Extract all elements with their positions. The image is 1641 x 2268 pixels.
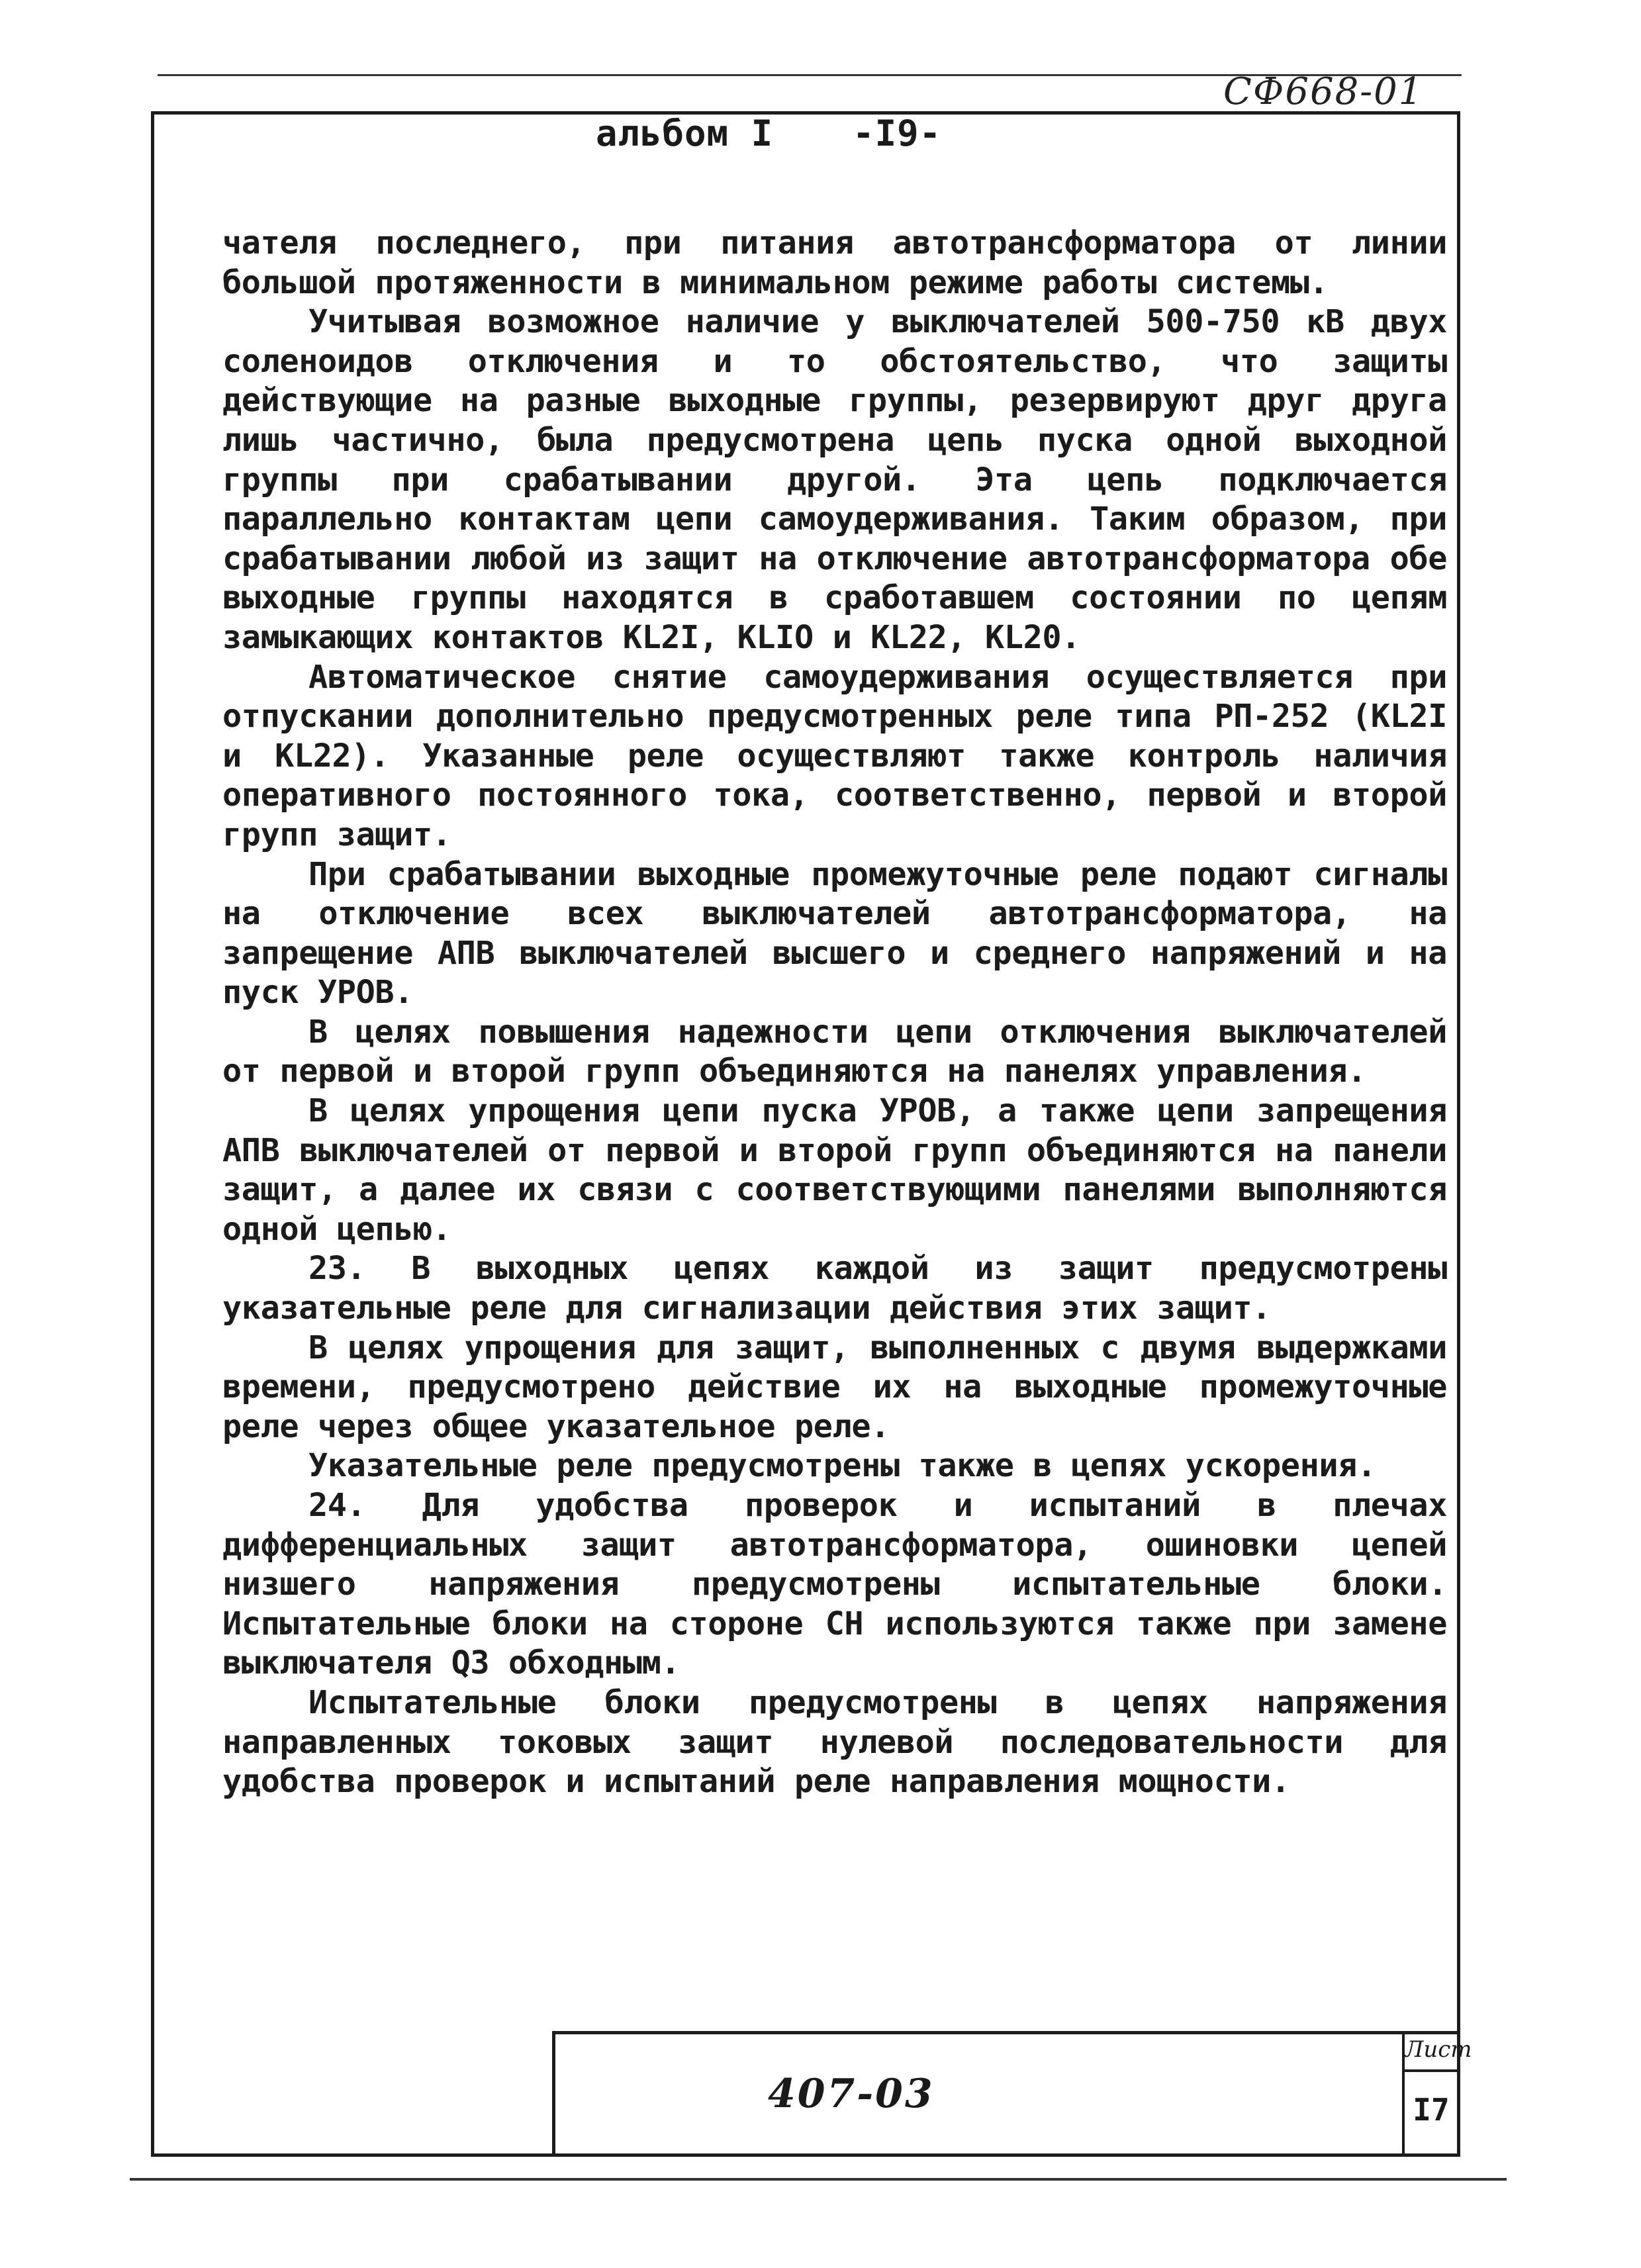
document-code: СФ668-01 — [1223, 70, 1424, 113]
title-block-code: 407-03 — [768, 2071, 935, 2117]
paragraph-1: чателя последнего, при питания автотрансформатора от линии большой протяженности в минимальном режиме работы системы. — [222, 224, 1447, 301]
paragraph-5: В целях повышения надежности цепи отключения выключателей от первой и второй групп объединяются на панелях управления. — [222, 1013, 1447, 1090]
page-number: -I9- — [853, 113, 942, 154]
paragraph-11: Испытательные блоки предусмотрены в цепях напряжения направленных токовых защит нулевой последовательности для удобства проверок и испытаний реле направления мощности. — [222, 1683, 1447, 1801]
bottom-rule — [130, 2178, 1507, 2181]
document-body — [222, 224, 1447, 1802]
paragraph-4: При срабатывании выходные промежуточные реле подают сигналы на отключение всех выключателей автотрансформатора, на запрещение АПВ выключателей высшего и среднего напряжений и на пуск УРОВ. — [222, 855, 1447, 1012]
sheet-label: Лист — [1405, 2036, 1458, 2072]
paragraph-8: В целях упрощения для защит, выполненных с двумя выдержками времени, предусмотрено действие их на выходные промежуточные реле через общее указательное реле. — [222, 1329, 1447, 1445]
album-label: альбом I — [596, 113, 774, 154]
paragraph-2: Учитывая возможное наличие у выключателей 500-750 кВ двух соленоидов отключения и то обстоятельство, что защиты действующие на разные выходные группы, резервируют друг друга лишь частично, была предусмотрена цепь пуска одной выходной группы при срабатывании другой. Эта цепь подключается параллельно контактам цепи самоудерживания. Таким образом, при срабатывании любой из защит на отключение автотрансформатора обе выходные группы находятся в сработавшем состоянии по цепям замыкающих контактов KL2I, KLIO и KL22, KL20. — [222, 303, 1447, 656]
paragraph-9: Указательные реле предусмотрены также в цепях ускорения. — [308, 1447, 1376, 1485]
paragraph-10: 24. Для удобства проверок и испытаний в плечах дифференциальных защит автотрансформатора, ошиновки цепей низшего напряжения предусмотрены испытательные блоки. Испытательные блоки на стороне СН используются также при замене выключателя Q3 обходным. — [222, 1487, 1447, 1682]
paragraph-6: В целях упрощения цепи пуска УРОВ, а также цепи запрещения АПВ выключателей от первой и второй групп объединяются на панели защит, а далее их связи с соответствующими панелями выполняются одной цепью. — [222, 1092, 1447, 1248]
title-block — [552, 2031, 1459, 2157]
paragraph-3: Автоматическое снятие самоудерживания осуществляется при отпускании дополнительно предусмотренных реле типа РП-252 (KL2I и KL22). Указанные реле осуществляют также контроль наличия оперативного постоянного тока, соответственно, первой и второй групп защит. — [222, 658, 1447, 853]
paragraph-7: 23. В выходных цепях каждой из защит предусмотрены указательные реле для сигнализации действия этих защит. — [222, 1250, 1447, 1327]
page-header — [596, 113, 941, 154]
sheet-number: I7 — [1413, 2092, 1450, 2128]
